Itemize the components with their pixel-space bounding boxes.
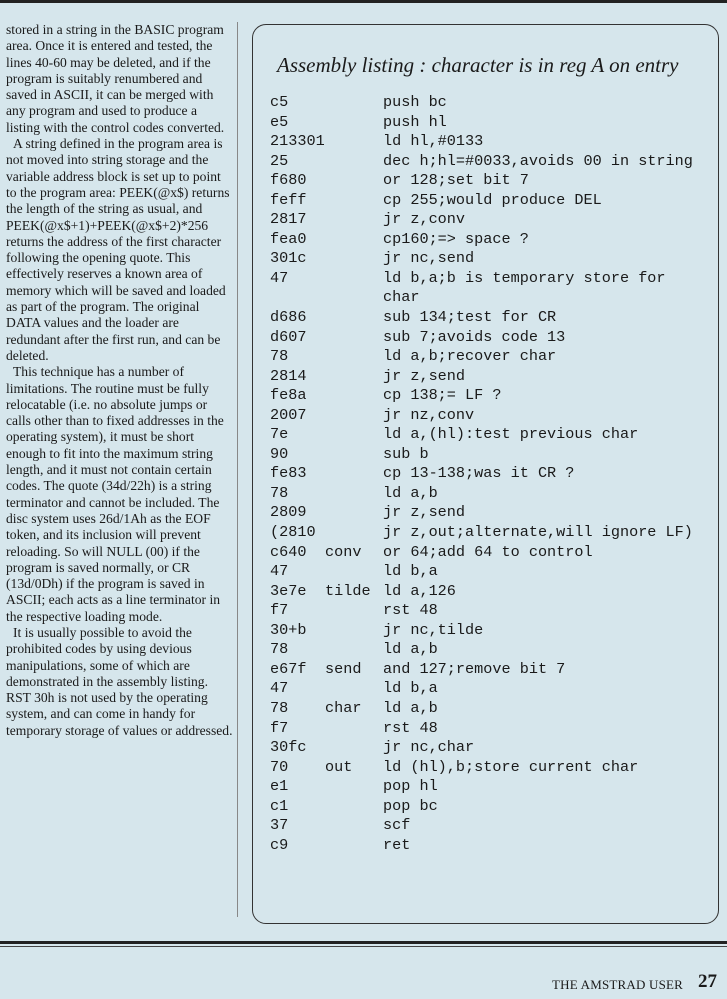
listing-hex: 301c xyxy=(270,249,307,268)
listing-hex: 25 xyxy=(270,151,289,170)
listing-row xyxy=(270,367,710,387)
listing-hex: d607 xyxy=(270,327,307,346)
listing-row xyxy=(270,816,710,836)
listing-label xyxy=(325,171,383,191)
article-paragraph: A string defined in the program area is not moved into string storage and the variable address block is set up to point to the program area: PEEK(@x$) returns the length of the string as usual, and PEEK(@x$+1)+PEEK(@x$+2)*256 returns the address of the first character following the opening quote. This effectively reserves a known area of memory which will be saved and loaded as part of the program. The original DATA values and the loader are redundant after the first run, and can be deleted. xyxy=(6,136,230,363)
listing-label xyxy=(325,347,383,367)
listing-row xyxy=(270,328,710,348)
listing-hex: 47 xyxy=(270,268,289,287)
listing-hex: 2814 xyxy=(270,366,307,385)
listing-instruction: jr z,out;alternate,will ignore LF) xyxy=(383,523,693,542)
listing-hex: (2810 xyxy=(270,523,316,542)
listing-instruction: pop bc xyxy=(383,796,438,815)
listing-row xyxy=(270,777,710,797)
listing-instruction: jr z,conv xyxy=(383,210,466,229)
listing-label: tilde xyxy=(325,581,371,600)
listing-instruction: rst 48 xyxy=(383,601,438,620)
listing-label xyxy=(325,152,383,172)
listing-row xyxy=(270,249,710,269)
listing-instruction: pop hl xyxy=(383,777,438,796)
top-rule xyxy=(0,0,727,3)
listing-row xyxy=(270,582,710,602)
listing-label xyxy=(325,836,383,856)
listing-row xyxy=(270,191,710,211)
listing-row xyxy=(270,699,710,719)
listing-hex: 47 xyxy=(270,562,289,581)
listing-label: send xyxy=(325,659,362,678)
listing-instruction: ret xyxy=(383,835,411,854)
listing-label xyxy=(325,93,383,113)
listing-label xyxy=(325,425,383,445)
listing-label: out xyxy=(325,757,353,776)
listing-row xyxy=(270,543,710,563)
listing-label xyxy=(325,269,383,308)
listing-instruction: rst 48 xyxy=(383,718,438,737)
listing-label xyxy=(325,210,383,230)
listing-instruction: scf xyxy=(383,816,411,835)
listing-row xyxy=(270,523,710,543)
listing-label xyxy=(325,406,383,426)
listing-instruction: jr z,send xyxy=(383,366,466,385)
listing-instruction: sub 134;test for CR xyxy=(383,308,557,327)
listing-row xyxy=(270,132,710,152)
listing-instruction: or 128;set bit 7 xyxy=(383,171,529,190)
listing-instruction: jr nc,send xyxy=(383,249,475,268)
listing-hex: c640 xyxy=(270,542,307,561)
listing-hex: 70 xyxy=(270,757,289,776)
listing-instruction: jr nc,char xyxy=(383,738,475,757)
listing-instruction: sub b xyxy=(383,444,429,463)
listing-instruction: ld a,b;recover char xyxy=(383,347,557,366)
listing-hex: feff xyxy=(270,190,307,209)
listing-label xyxy=(325,308,383,328)
listing-hex: 37 xyxy=(270,816,289,835)
listing-row xyxy=(270,93,710,113)
listing-row xyxy=(270,484,710,504)
listing-instruction: cp160;=> space ? xyxy=(383,229,529,248)
listing-label xyxy=(325,113,383,133)
assembly-listing xyxy=(270,93,710,855)
listing-hex: fe83 xyxy=(270,464,307,483)
listing-instruction: ld b,a;b is temporary store for char xyxy=(383,268,666,307)
listing-instruction: ld b,a xyxy=(383,679,438,698)
listing-label xyxy=(325,719,383,739)
listing-row xyxy=(270,719,710,739)
listing-label xyxy=(325,679,383,699)
listing-instruction: jr nc,tilde xyxy=(383,620,484,639)
listing-row xyxy=(270,152,710,172)
listing-row xyxy=(270,679,710,699)
article-paragraph: This technique has a number of limitations. The routine must be fully relocatable (i.e. no absolute jumps or calls other than to fixed addresses in the operating system), it must be short enough to fit into the maximum string length, and it must not contain certain codes. The quote (34d/22h) is a string terminator and cannot be included. The disc system uses 26d/1Ah as the EOF token, and its inclusion will prevent reloading. So will NULL (00) if the program is saved normally, or CR (13d/0Dh) if the program is saved in ASCII; each acts as a line terminator in the respective loading mode. xyxy=(6,364,224,624)
article-paragraph: stored in a string in the BASIC program area. Once it is entered and tested, the lines 40-60 may be deleted, and if the program is suitably renumbered and saved in ASCII, it can be merged with any program and used to produce a listing with the control codes converted. xyxy=(6,22,225,135)
listing-instruction: ld a,(hl):test previous char xyxy=(383,425,639,444)
listing-label xyxy=(325,738,383,758)
listing-instruction: cp 13-138;was it CR ? xyxy=(383,464,575,483)
listing-hex: 47 xyxy=(270,679,289,698)
listing-instruction: ld a,126 xyxy=(383,581,456,600)
listing-hex: e5 xyxy=(270,112,289,131)
listing-instruction: or 64;add 64 to control xyxy=(383,542,593,561)
listing-instruction: ld a,b xyxy=(383,640,438,659)
listing-instruction: ld a,b xyxy=(383,483,438,502)
listing-hex: 78 xyxy=(270,640,289,659)
listing-title: Assembly listing : character is in reg A on entry xyxy=(277,53,679,77)
listing-instruction: ld (hl),b;store current char xyxy=(383,757,639,776)
magazine-name: THE AMSTRAD USER xyxy=(552,977,684,992)
listing-hex: c5 xyxy=(270,93,289,111)
listing-instruction: and 127;remove bit 7 xyxy=(383,659,566,678)
listing-label xyxy=(325,191,383,211)
listing-instruction: cp 138;= LF ? xyxy=(383,386,502,405)
footer-rule-thin xyxy=(0,946,727,947)
listing-label xyxy=(325,562,383,582)
listing-label xyxy=(325,132,383,152)
listing-label xyxy=(325,484,383,504)
page-number: 27 xyxy=(698,971,717,992)
listing-row xyxy=(270,562,710,582)
listing-hex: 78 xyxy=(270,698,289,717)
listing-hex: f7 xyxy=(270,601,289,620)
listing-label xyxy=(325,523,383,543)
footer-rule xyxy=(0,941,727,944)
listing-row xyxy=(270,503,710,523)
listing-row xyxy=(270,210,710,230)
listing-row xyxy=(270,738,710,758)
listing-hex: 30+b xyxy=(270,620,307,639)
listing-instruction: dec h;hl=#0033,avoids 00 in string xyxy=(383,151,693,170)
listing-hex: 2007 xyxy=(270,405,307,424)
listing-instruction: jr z,send xyxy=(383,503,466,522)
listing-hex: fea0 xyxy=(270,229,307,248)
listing-label xyxy=(325,367,383,387)
listing-hex: 78 xyxy=(270,483,289,502)
listing-label: char xyxy=(325,698,362,717)
listing-hex: d686 xyxy=(270,308,307,327)
listing-instruction: push hl xyxy=(383,112,447,131)
listing-label xyxy=(325,797,383,817)
listing-hex: f7 xyxy=(270,718,289,737)
listing-row xyxy=(270,464,710,484)
listing-label: conv xyxy=(325,542,362,561)
listing-label xyxy=(325,464,383,484)
listing-row xyxy=(270,425,710,445)
listing-hex: e67f xyxy=(270,659,307,678)
listing-row xyxy=(270,386,710,406)
listing-label xyxy=(325,503,383,523)
listing-hex: e1 xyxy=(270,777,289,796)
listing-row xyxy=(270,347,710,367)
listing-row xyxy=(270,621,710,641)
listing-row xyxy=(270,171,710,191)
article-paragraph: It is usually possible to avoid the prohibited codes by using devious manipulations, some of which are demonstrated in the assembly listing. RST 30h is not used by the operating system, and can come in handy for temporary storage of values or addressed. xyxy=(6,624,233,738)
listing-instruction: push bc xyxy=(383,93,447,111)
listing-instruction: jr nz,conv xyxy=(383,405,475,424)
listing-label xyxy=(325,328,383,348)
listing-row xyxy=(270,308,710,328)
listing-label xyxy=(325,386,383,406)
listing-hex: 78 xyxy=(270,347,289,366)
listing-hex: 90 xyxy=(270,444,289,463)
listing-label xyxy=(325,601,383,621)
listing-row xyxy=(270,113,710,133)
listing-hex: 2817 xyxy=(270,210,307,229)
listing-hex: 7e xyxy=(270,425,289,444)
listing-row xyxy=(270,758,710,778)
listing-label xyxy=(325,230,383,250)
listing-label xyxy=(325,621,383,641)
listing-label xyxy=(325,445,383,465)
listing-row xyxy=(270,797,710,817)
listing-instruction: cp 255;would produce DEL xyxy=(383,190,602,209)
listing-hex: 213301 xyxy=(270,132,325,151)
listing-hex: 3e7e xyxy=(270,581,307,600)
listing-instruction: ld b,a xyxy=(383,562,438,581)
listing-instruction: sub 7;avoids code 13 xyxy=(383,327,566,346)
listing-hex: c1 xyxy=(270,796,289,815)
listing-row xyxy=(270,406,710,426)
listing-row xyxy=(270,640,710,660)
listing-row xyxy=(270,269,710,308)
listing-instruction: ld hl,#0133 xyxy=(383,132,484,151)
article-column xyxy=(6,22,238,917)
listing-label xyxy=(325,777,383,797)
listing-label xyxy=(325,816,383,836)
listing-hex: 2809 xyxy=(270,503,307,522)
listing-hex: f680 xyxy=(270,171,307,190)
listing-row xyxy=(270,445,710,465)
listing-instruction: ld a,b xyxy=(383,698,438,717)
listing-row xyxy=(270,230,710,250)
listing-hex: c9 xyxy=(270,835,289,854)
listing-row xyxy=(270,660,710,680)
listing-hex: 30fc xyxy=(270,738,307,757)
listing-panel xyxy=(252,24,719,924)
listing-row xyxy=(270,836,710,856)
listing-row xyxy=(270,601,710,621)
listing-label xyxy=(325,249,383,269)
listing-label xyxy=(325,640,383,660)
listing-hex: fe8a xyxy=(270,386,307,405)
